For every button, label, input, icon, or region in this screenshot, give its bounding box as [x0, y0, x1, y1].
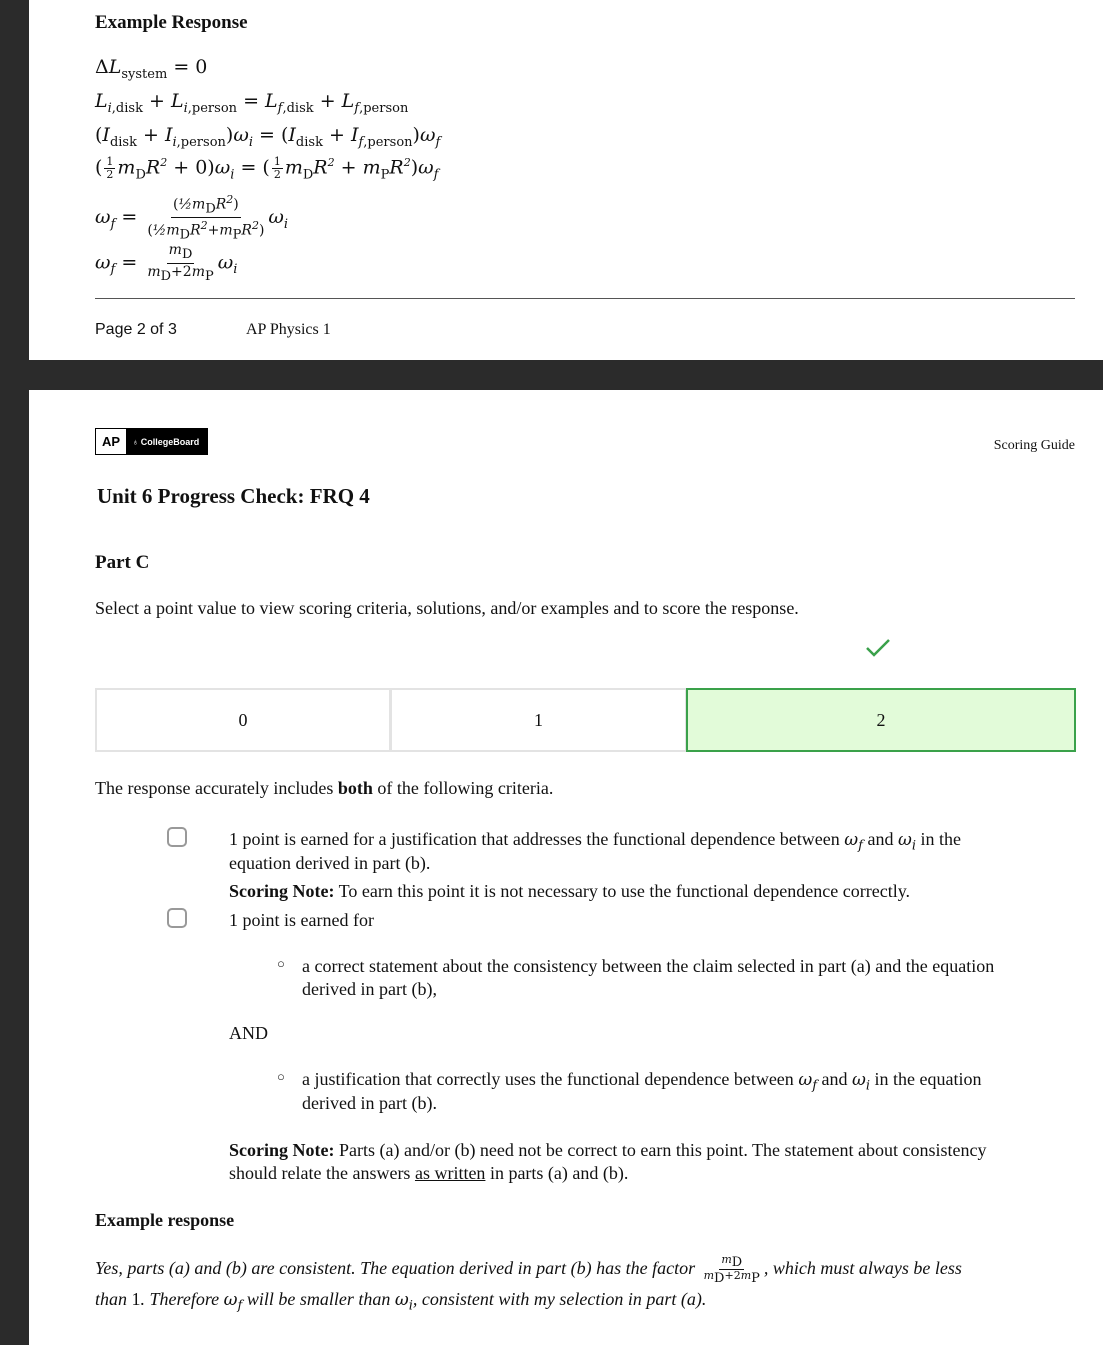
ex-d: . Therefore [140, 1289, 224, 1310]
collegeboard-logo-text: CollegeBoard [140, 436, 200, 447]
collegeboard-logo [126, 429, 207, 454]
instruction-text: Select a point value to view scoring criteria, solutions, and/or examples and to score the response. [95, 598, 799, 618]
c1-and: and [862, 829, 898, 849]
bullet-1-line-2: derived in part (b), [302, 979, 437, 999]
scoring-guide-label: Scoring Guide [993, 438, 1075, 453]
checkmark-icon [865, 638, 891, 658]
point-option-1[interactable] [390, 688, 687, 752]
equation-line-4: ( $\frac{1}{2}$ $m_DR^2 + 0)\omega_i$ = ( $\frac{1}{2}$ $m_DR^2 + m_PR^2)\omega_f$ [95, 155, 439, 183]
omega-i: $\omega_i$ [897, 830, 917, 854]
ex-c: than [95, 1289, 132, 1310]
bullet-2-icon: ○ [277, 1069, 285, 1084]
b2-end: in the equation [870, 1069, 982, 1089]
equation-line-1: $\Delta L_{system} = 0$ [95, 56, 208, 82]
ap-logo-text: AP [96, 429, 126, 454]
criterion-1-line-2: equation derived in part (b). [229, 853, 431, 873]
point-option-1-label: 1 [534, 709, 543, 730]
c1-text: 1 point is earned for a justification that addresses the functional dependence between [229, 829, 845, 849]
b2-text: a justification that correctly uses the functional dependence between [302, 1069, 799, 1089]
acorn-icon: ♁ [132, 436, 139, 447]
bullet-1-icon: ○ [277, 956, 285, 971]
ex-a: Yes, parts (a) and (b) are consistent. The equation derived in part (b) has the factor [95, 1258, 700, 1279]
scoring-note-2-line-2 [229, 1161, 628, 1185]
criterion-2-line: 1 point is earned for [229, 910, 374, 930]
note-2-label: Scoring Note: [229, 1140, 335, 1160]
point-option-2-label: 2 [876, 709, 886, 730]
example-response-label: Example response [95, 1210, 235, 1230]
note-2-underlined: as written [414, 1163, 486, 1183]
omega-f-2: $\omega_f$ [798, 1070, 817, 1094]
intro-text-end: of the following criteria. [372, 778, 554, 798]
ex-one: 1 [131, 1289, 141, 1310]
equation-line-2: $L_{i,disk} + L_{i,person} = L_{f,disk} + L_{f,person}$ [95, 90, 409, 116]
divider [95, 298, 1075, 299]
criterion-1-checkbox[interactable] [167, 827, 187, 847]
note-2-b2: in parts (a) and (b). [485, 1163, 629, 1183]
criterion-2-checkbox[interactable] [167, 908, 187, 928]
footer-course: AP Physics 1 [246, 321, 331, 338]
part-heading: Part C [95, 552, 150, 573]
note-1-text: To earn this point it is not necessary to use the functional dependence correctly. [334, 881, 911, 901]
footer-page-number: Page 2 of 3 [95, 321, 177, 338]
page-2-of-3 [29, 0, 1103, 360]
ap-collegeboard-logo [95, 428, 208, 455]
equation-line-6: $\omega_f$ = $\frac{m_D}{m_D+2m_P}$ $\omega_i$ [95, 242, 238, 284]
page-separator [29, 360, 1103, 390]
note-label: Scoring Note: [229, 881, 335, 901]
bullet-2-line-2: derived in part (b). [302, 1093, 437, 1113]
page-title: Unit 6 Progress Check: FRQ 4 [97, 484, 370, 508]
response-criteria-intro [95, 778, 553, 799]
ex-b: , which must always be less [763, 1258, 962, 1279]
bullet-1-line-1: a correct statement about the consistency between the claim selected in part (a) and the equation [302, 956, 995, 976]
intro-text: The response accurately includes [95, 778, 338, 798]
example-response-heading: Example Response [95, 12, 248, 33]
point-option-0-label: 0 [238, 709, 248, 730]
omega-f-3: $\omega_f$ [223, 1290, 243, 1314]
scoring-note-1 [229, 879, 910, 903]
point-option-2[interactable] [686, 688, 1076, 752]
equation-line-3: $(I_{disk} + I_{i,person})\omega_i = (I_{disk} + I_{f,person})\omega_f$ [95, 124, 441, 150]
b2-and: and [817, 1069, 852, 1089]
omega-i-2: $\omega_i$ [852, 1070, 871, 1094]
point-option-0[interactable] [95, 688, 391, 752]
ratio-fraction: $\frac{m_D}{m_D+2m_P}$ [703, 1253, 760, 1287]
scoring-note-2-line-1 [229, 1138, 986, 1162]
page-3-of-3 [29, 390, 1103, 1345]
omega-f: $\omega_f$ [844, 830, 863, 854]
example-response-text [95, 1254, 1075, 1321]
ex-e: will be smaller than [242, 1289, 395, 1310]
note-2-text: Parts (a) and/or (b) need not be correct to earn this point. The statement about consistency [334, 1140, 987, 1160]
and-label: AND [229, 1023, 268, 1043]
ex-f: , consistent with my selection in part (a). [412, 1289, 707, 1310]
c1-end: in the [916, 829, 962, 849]
note-2-b1: should relate the answers [229, 1163, 415, 1183]
intro-bold: both [337, 778, 373, 798]
omega-i-3: $\omega_i$ [394, 1290, 413, 1314]
equation-line-5: $\omega_f$ = $\frac{(\frac{1}{2}m_DR^2)}{(\frac{1}{2}m_DR^2+m_PR^2)}$ $\omega_i$ [95, 193, 289, 243]
